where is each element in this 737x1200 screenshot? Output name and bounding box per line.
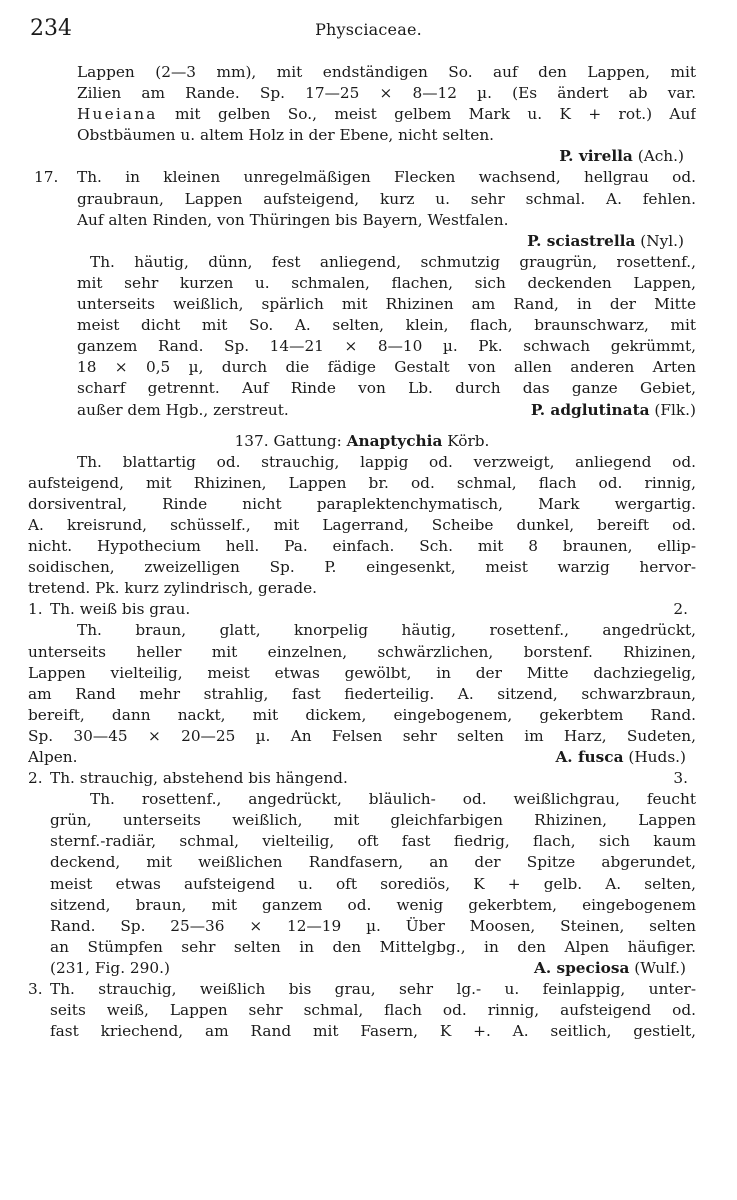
text-line	[28, 167, 696, 188]
entry-virella	[28, 62, 696, 167]
text-line: Auf alten Rinden, von Thüringen bis Bayern, Westfalen.	[77, 210, 509, 229]
species-binomial: A. speciosa	[533, 958, 630, 977]
species-author: (Ach.)	[632, 147, 684, 166]
text-line	[28, 958, 696, 979]
entry-sciastrella	[28, 167, 696, 251]
text-line: Th. blattartig od. strauchig, lappig od. verzweigt, anliegend od.	[77, 452, 696, 471]
text-line: Lappen vielteilig, meist etwas gewölbt, in der Mitte dachziegelig,	[28, 663, 696, 682]
text-line: an Stümpfen sehr selten in den Mittelgbg., in den Alpen häufiger.	[50, 937, 696, 956]
species-binomial: P. virella	[559, 147, 633, 166]
text-segment: außer dem Hgb., zerstreut.	[77, 400, 289, 419]
genus-name: Anaptychia	[346, 431, 443, 450]
key-reference: 3.	[673, 769, 688, 788]
key-text: Th. weiß bis grau.	[50, 600, 191, 619]
text-line: meist etwas aufsteigend u. oft sorediös, K + gelb. A. selten,	[50, 874, 696, 893]
text-line: grün, unterseits weißlich, mit gleichfarbigen Rhizinen, Lappen	[50, 811, 696, 830]
text-line: sternf.-radiär, schmal, vielteilig, oft fast fiedrig, flach, sich kaum	[50, 832, 696, 851]
text-segment: (231, Fig. 290.)	[50, 958, 170, 977]
text-line	[28, 400, 696, 421]
key-text: Th. strauchig, abstehend bis hängend.	[50, 769, 348, 788]
text-line: unterseits weißlich, spärlich mit Rhizinen am Rand, in der Mitte	[77, 295, 696, 314]
text-segment: Alpen.	[28, 748, 78, 766]
genus-section	[28, 431, 696, 600]
page-number: 234	[30, 16, 72, 41]
text-line	[28, 599, 696, 620]
text-line: bereift, dann nackt, mit dickem, eingebogenem, gekerbtem Rand.	[28, 705, 696, 724]
text-segment: Th. in kleinen unregelmäßigen Flecken wachsend, hellgrau od.	[77, 168, 696, 187]
text-line: Obstbäumen u. altem Holz in der Ebene, nicht selten.	[77, 126, 495, 145]
text-line	[28, 979, 696, 1000]
text-line: seits weiß, Lappen sehr schmal, flach od. rinnig, aufsteigend od.	[50, 1001, 696, 1020]
entry-adglutinata	[28, 252, 696, 421]
entry-speciosa	[28, 789, 696, 979]
text-line: Zilien am Rande. Sp. 17—25 × 8—12 µ. (Es ändert ab var.	[77, 84, 696, 103]
text-line	[28, 747, 696, 768]
species-binomial: P. sciastrella	[527, 231, 636, 250]
text-line: nicht. Hypothecium hell. Pa. einfach. Sch. mit 8 braunen, ellip-	[28, 537, 696, 556]
entry-fusca	[28, 620, 696, 768]
variety-name: Hueiana	[77, 105, 158, 124]
text-line: mit sehr kurzen u. schmalen, flachen, sich deckenden Lappen,	[77, 273, 696, 292]
key-number: 3.	[28, 980, 43, 999]
key-lead-3	[28, 979, 696, 1042]
text-line: Sp. 30—45 × 20—25 µ. An Felsen sehr selten im Harz, Sudeten,	[28, 726, 696, 745]
genus-prefix: 137. Gattung:	[234, 431, 347, 450]
text-line: Lappen (2—3 mm), mit endständigen So. auf den Lappen, mit	[77, 63, 696, 81]
text-line: Th. rosettenf., angedrückt, bläulich- od. weißlichgrau, feucht	[90, 790, 696, 809]
text-line: graubraun, Lappen aufsteigend, kurz u. sehr schmal. A. fehlen.	[77, 189, 696, 208]
text-line: unterseits heller mit einzelnen, schwärzlichen, borstenf. Rhizinen,	[28, 642, 696, 661]
key-lead-2	[28, 768, 696, 789]
text-line: ganzem Rand. Sp. 14—21 × 8—10 µ. Pk. schwach gekrümmt,	[77, 337, 696, 356]
text-segment: mit gelben So., meist gelbem Mark u. K + rot.) Auf	[157, 105, 696, 124]
species-name	[531, 400, 696, 421]
key-number: 2.	[28, 769, 43, 788]
species-binomial: P. adglutinata	[530, 400, 650, 419]
page-header	[30, 16, 707, 46]
text-line: am Rand mehr strahlig, fast fiederteilig. A. sitzend, schwarzbraun,	[28, 684, 696, 703]
genus-author: Körb.	[442, 431, 490, 450]
species-author: (Flk.)	[649, 400, 696, 419]
key-number: 17.	[34, 168, 59, 187]
text-line: Th. braun, glatt, knorpelig häutig, rosettenf., angedrückt,	[77, 621, 696, 640]
key-lead-1	[28, 599, 696, 620]
species-author: (Huds.)	[623, 748, 686, 766]
text-line: sitzend, braun, mit ganzem od. wenig gekerbtem, eingebogenem	[50, 895, 696, 914]
species-author: (Wulf.)	[629, 958, 686, 977]
species-binomial: A. fusca	[555, 748, 624, 766]
species-name	[28, 231, 696, 252]
text-line: meist dicht mit So. A. selten, klein, flach, braunschwarz, mit	[77, 316, 696, 335]
species-name	[534, 958, 696, 979]
genus-heading	[28, 431, 696, 452]
text-line: Th. häutig, dünn, fest anliegend, schmutzig graugrün, rosettenf.,	[90, 252, 696, 271]
text-line: A. kreisrund, schüsself., mit Lagerrand, Scheibe dunkel, bereift od.	[28, 515, 696, 534]
text-line: fast kriechend, am Rand mit Fasern, K +. A. seitlich, gestielt,	[50, 1022, 696, 1041]
text-line: aufsteigend, mit Rhizinen, Lappen br. od. schmal, flach od. rinnig,	[28, 473, 696, 492]
species-name	[28, 146, 696, 167]
text-line: scharf getrennt. Auf Rinde von Lb. durch das ganze Gebiet,	[77, 379, 696, 398]
running-head: Physciaceae.	[315, 20, 422, 39]
text-line	[28, 768, 696, 789]
page-body	[28, 62, 696, 1042]
text-line	[28, 104, 696, 125]
text-line: deckend, mit weißlichen Randfasern, an der Spitze abgerundet,	[50, 853, 696, 872]
text-segment: Th. strauchig, weißlich bis grau, sehr lg.- u. feinlappig, unter-	[50, 980, 696, 999]
key-reference: 2.	[673, 600, 688, 619]
text-line: tretend. Pk. kurz zylindrisch, gerade.	[28, 579, 318, 598]
text-line: 18 × 0,5 µ, durch die fädige Gestalt von allen anderen Arten	[77, 358, 696, 377]
key-number: 1.	[28, 600, 43, 619]
text-line: soidischen, zweizelligen Sp. P. eingesenkt, meist warzig hervor-	[28, 558, 696, 577]
text-line: dorsiventral, Rinde nicht paraplektenchymatisch, Mark wergartig.	[28, 494, 696, 513]
species-author: (Nyl.)	[635, 231, 684, 250]
text-line: Rand. Sp. 25—36 × 12—19 µ. Über Moosen, Steinen, selten	[50, 916, 696, 935]
species-name	[555, 747, 696, 768]
